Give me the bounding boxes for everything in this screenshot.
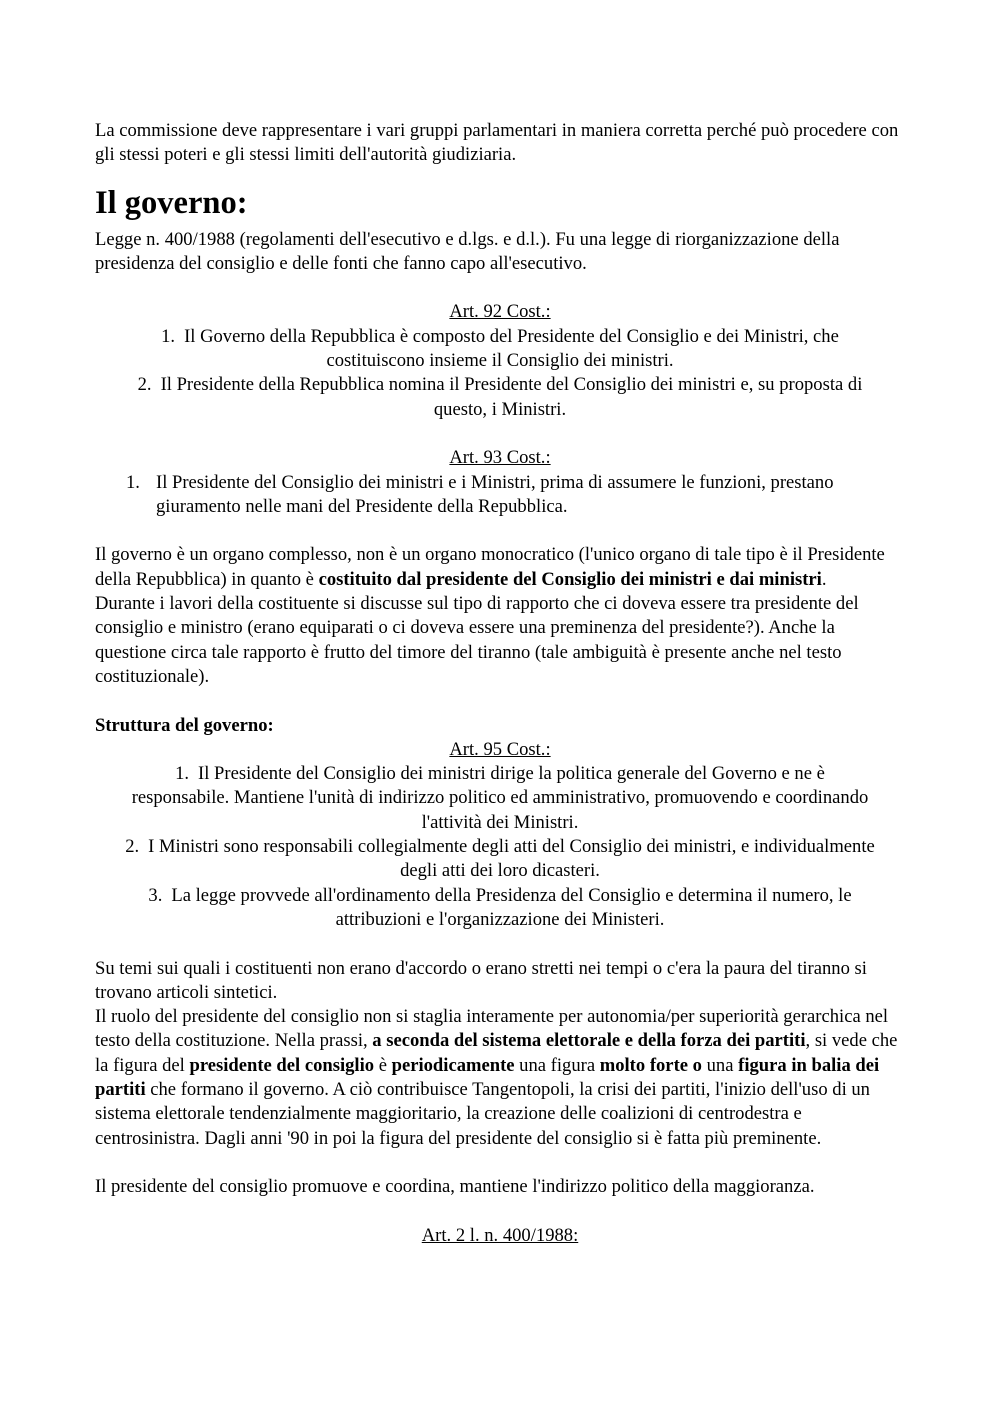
- item-text: Il Presidente del Consiglio dei ministri dirige la politica generale del Governo e ne è responsabile. Mantiene l'unità di indirizzo politico ed amministrativo, promuovendo e coordinando l'attività dei Ministri.: [131, 763, 869, 833]
- item-text: Il Governo della Repubblica è composto del Presidente del Consiglio e dei Ministri, che costituiscono insieme il Consiglio dei ministri.: [184, 325, 839, 372]
- art93-title: Art. 93 Cost.:: [449, 447, 551, 469]
- art93-list: [95, 471, 905, 520]
- spacer: [95, 422, 905, 446]
- list-item: [125, 325, 875, 374]
- spacer: [95, 276, 905, 300]
- text-run: è: [374, 1054, 392, 1076]
- bold-run: periodicamente: [391, 1054, 515, 1076]
- bold-run: figura in balia dei partiti: [95, 1054, 880, 1100]
- item-text: Il Presidente della Repubblica nomina il Presidente del Consiglio dei ministri e, su proposta di questo, i Ministri.: [160, 374, 863, 420]
- item-number: 3.: [148, 884, 163, 906]
- bold-run: presidente del consiglio: [189, 1054, 375, 1076]
- intro-paragraph: La commissione deve rappresentare i vari gruppi parlamentari in maniera corretta perché può procedere con gli stessi poteri e gli stessi limiti dell'autorità giudiziaria.: [95, 120, 899, 166]
- list-item: [125, 373, 875, 422]
- spacer: [95, 689, 905, 713]
- art92-title: Art. 92 Cost.:: [449, 301, 551, 323]
- spacer: [95, 1151, 905, 1175]
- item-text: I Ministri sono responsabili collegialmente degli atti del Consiglio dei ministri, e individualmente degli atti dei loro dicasteri.: [148, 836, 875, 882]
- promuove-paragraph: Il presidente del consiglio promuove e coordina, mantiene l'indirizzo politico della maggioranza.: [95, 1176, 815, 1198]
- item-number: 2.: [125, 836, 140, 858]
- art95-list: [95, 762, 905, 932]
- item-text: Il Presidente del Consiglio dei ministri e i Ministri, prima di assumere le funzioni, prestano giuramento nelle mani del Presidente della Repubblica.: [156, 471, 834, 517]
- law-paragraph: Legge n. 400/1988 (regolamenti dell'esecutivo e d.lgs. e d.l.). Fu una legge di riorganizzazione della presidenza del consiglio e delle fonti che fanno capo all'esecutivo.: [95, 228, 840, 274]
- structure-heading: Struttura del governo:: [95, 714, 274, 736]
- bold-run: molto forte o: [599, 1054, 702, 1076]
- art95-title: Art. 95 Cost.:: [449, 738, 551, 760]
- spacer: [95, 519, 905, 543]
- text-run: una: [701, 1054, 739, 1076]
- bold-run: a seconda del sistema elettorale e della forza dei partiti: [372, 1030, 806, 1052]
- spacer: [95, 1199, 905, 1223]
- item-number: 1.: [126, 471, 140, 493]
- item-text: La legge provvede all'ordinamento della Presidenza del Consiglio e determina il numero, le attribuzioni e l'organizzazione dei Ministeri.: [171, 884, 852, 930]
- costituente-paragraph: Durante i lavori della costituente si discusse sul tipo di rapporto che ci doveva essere tra presidente del consiglio e ministro (erano equiparati o ci doveva essere una preminenza del presidente?). Anche la questione circa tale rapporto è frutto del timore del tiranno (tale ambiguità è presente anche nel testo costituzionale).: [95, 593, 859, 687]
- art92-list: [95, 325, 905, 422]
- text-run: .: [821, 568, 827, 590]
- text-run: Il governo è un organo complesso, non è un organo monocratico (l'unico organo di tale tipo è il Presidente della Repubblica) in quanto è: [95, 544, 885, 590]
- organ-paragraph: [95, 543, 905, 592]
- text-run: , si vede che la figura del: [95, 1030, 898, 1076]
- temi-paragraph: Su temi sui quali i costituenti non erano d'accordo o erano stretti nei tempi o c'era la paura del tiranno si trovano articoli sintetici.: [95, 957, 867, 1003]
- spacer: [95, 932, 905, 956]
- bold-run: costituito dal presidente del Consiglio dei ministri e dai ministri: [318, 568, 822, 590]
- item-number: 1.: [175, 763, 190, 785]
- art2-title: Art. 2 l. n. 400/1988:: [421, 1224, 579, 1246]
- section-title: Il governo:: [95, 184, 248, 221]
- item-number: 2.: [137, 374, 152, 396]
- list-item: [125, 835, 875, 884]
- text-run: che formano il governo. A ciò contribuisce Tangentopoli, la crisi dei partiti, l'inizio dell'uso di un sistema elettorale tendenzialmente maggioritario, la creazione delle coalizioni di centrodestra e centrosinistra. Dagli anni '90 in poi la figura del presidente del consiglio si è fatta più preminente.: [95, 1078, 870, 1149]
- list-item: [126, 471, 905, 520]
- item-number: 1.: [161, 325, 176, 347]
- text-run: Il ruolo del presidente del consiglio non si staglia interamente per autonomia/per superiorità gerarchica nel testo della costituzione. Nella prassi,: [95, 1006, 889, 1052]
- list-item: [125, 762, 875, 835]
- ruolo-paragraph: [95, 1005, 905, 1151]
- text-run: una figura: [514, 1054, 600, 1076]
- list-item: [125, 884, 875, 933]
